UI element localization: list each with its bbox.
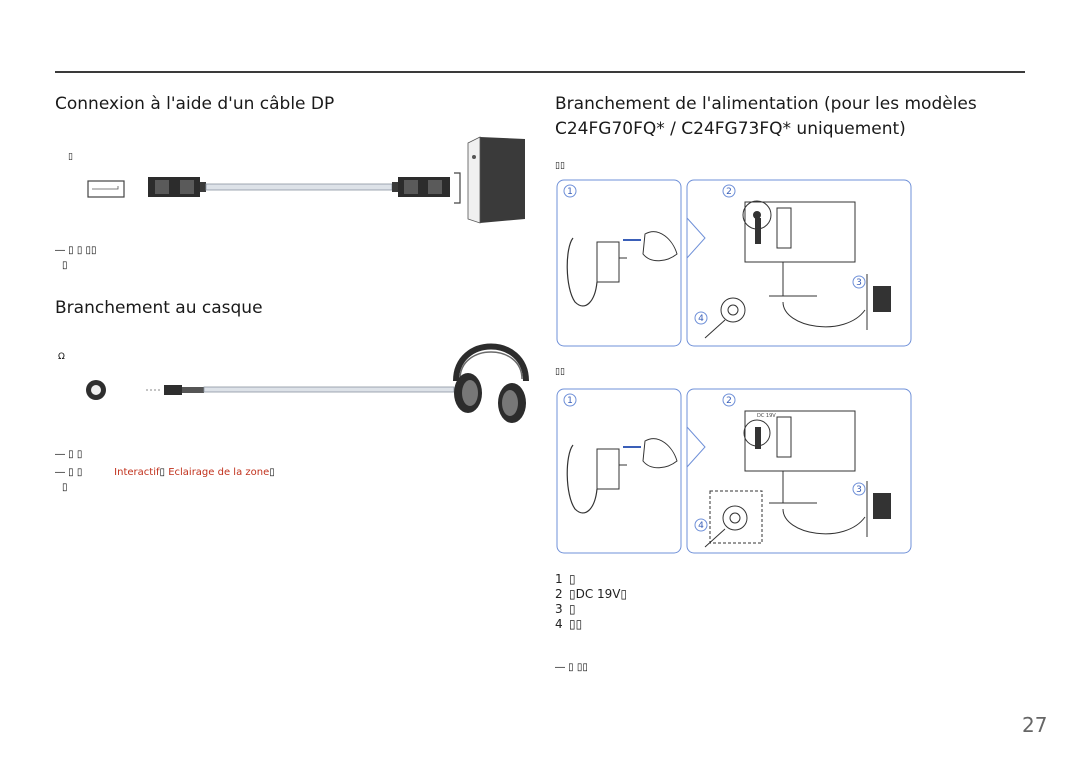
step-num: 2 [555, 587, 563, 601]
panel-num-2b: 2 [726, 396, 732, 406]
heading-power-line1: Branchement de l'alimentation (pour les modèles [555, 94, 977, 114]
step-num: 1 [555, 572, 563, 586]
step-item [555, 587, 627, 602]
headphone-note-2-mid: ▯ [159, 467, 169, 478]
dp-note-1: ― ▯ ▯ ▯▯ [55, 245, 97, 256]
page-number: 27 [1022, 713, 1048, 737]
headphone-note-1: ― ▯ ▯ [55, 449, 83, 460]
step-item [555, 602, 627, 617]
dp-cable-illustration [80, 135, 540, 225]
step-num: 4 [555, 617, 563, 631]
headphone-port-icon: Ω [58, 352, 65, 362]
step-item [555, 617, 627, 632]
power-diagram-label-top: ▯▯ [555, 161, 565, 171]
heading-headphone: Branchement au casque [55, 298, 263, 318]
step-text: ▯DC 19V▯ [569, 587, 628, 601]
link-interactif[interactable]: Interactif [114, 467, 160, 478]
panel-num-1b: 1 [567, 396, 573, 406]
panel-num-4: 4 [698, 314, 704, 324]
headphone-note-3: ▯ [62, 482, 68, 493]
step-num: 3 [555, 602, 563, 616]
panel-num-3b: 3 [856, 485, 862, 495]
headphone-note-2 [55, 467, 275, 479]
panel-num-3: 3 [856, 278, 862, 288]
headphone-cable-illustration [80, 343, 560, 433]
power-footnote: ― ▯ ▯▯ [555, 662, 588, 673]
dp-note-2: ▯ [62, 260, 68, 271]
link-eclairage-zone[interactable]: Eclairage de la zone [168, 467, 270, 478]
step-text: ▯▯ [569, 617, 583, 631]
dc-label: DC 19V [757, 413, 776, 419]
power-steps-list [555, 572, 627, 632]
top-rule [55, 71, 1025, 73]
headphone-note-2-prefix: ― ▯ ▯ [55, 467, 83, 478]
heading-power-line2: C24FG70FQ* / C24FG73FQ* uniquement) [555, 119, 906, 139]
dp-port-icon: ▯ [68, 152, 73, 162]
heading-dp-connection: Connexion à l'aide d'un câble DP [55, 94, 335, 114]
step-text: ▯ [569, 602, 576, 616]
panel-num-1: 1 [567, 187, 573, 197]
power-diagram-bottom [555, 387, 915, 555]
headphone-note-2-suffix: ▯ [269, 467, 275, 478]
power-diagram-top [555, 178, 915, 348]
step-item [555, 572, 627, 587]
panel-num-4b: 4 [698, 521, 704, 531]
power-diagram-label-bottom: ▯▯ [555, 367, 565, 377]
step-text: ▯ [569, 572, 576, 586]
panel-num-2: 2 [726, 187, 732, 197]
